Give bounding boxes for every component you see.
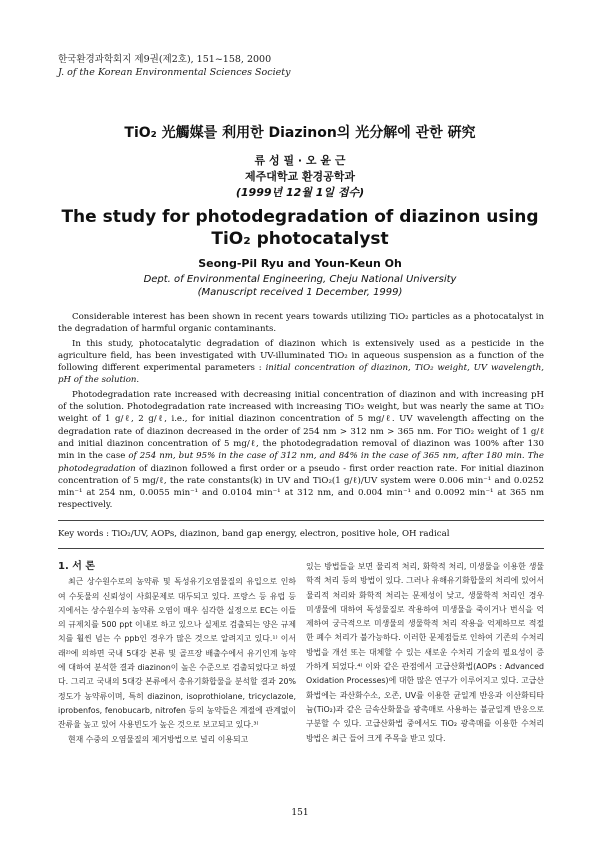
abstract-text: of diazinon followed a first order or a pseudo - first order reaction rate. For initial diazinon concentration of 5 mg/ℓ, the rate constants(k) in UV and TiO₂(1 g/ℓ)/UV system were 0.006 min⁻¹ and 0.0252 min⁻¹ at 254 nm, 0.0055 min⁻¹ and 0.0104 min⁻¹ at 312 nm, and 0.004 min⁻¹ and 0.0092 min⁻¹ at 365 nm respectively. [58, 463, 544, 511]
body-column-left [58, 560, 296, 747]
english-title [0, 206, 600, 250]
abstract-italic-text: initial concentration of diazinon, TiO₂ weight, UV wavelength, pH of the solution. [58, 363, 544, 386]
section-heading: 1. 서 론 [58, 561, 96, 572]
korean-author-block [0, 153, 600, 201]
divider-bottom [58, 548, 544, 549]
abstract-text: Photodegradation rate increased with decreasing initial concentration of diazinon and with increasing pH of the solution. Photodegradation rate increased with increasing TiO₂ weight, but was nearly the same at TiO₂ weight of 1 g/ℓ, 2 g/ℓ, i.e., for initial diazinon concentration of 5 mg/ℓ. UV wavelength affecting on the degradation rate of diazinon decreased in the order of 254 nm > 312 nm > 365 nm. For TiO₂ weight of 1 g/ℓ and initial diazinon concentration of 5 mg/ℓ, the photodegradation removal of diazinon was 100% after 130 min in the case [58, 389, 544, 462]
journal-citation: 한국환경과학회지 제9권(제2호), 151~158, 2000 [58, 54, 272, 65]
keywords: Key words : TiO₂/UV, AOPs, diazinon, band gap energy, electron, positive hole, OH radical [58, 529, 450, 539]
english-affiliation: Dept. of Environmental Engineering, Cheju National University [143, 274, 457, 285]
body-paragraph: 현재 수중의 오염물질의 제거방법으로 널리 이용되고 [68, 734, 249, 744]
korean-received: (1999년 12월 1일 접수) [235, 186, 365, 199]
english-received: (Manuscript received 1 December, 1999) [197, 287, 403, 298]
journal-name: J. of the Korean Environmental Sciences Society [58, 67, 291, 78]
english-title-line1: The study for photodegradation of diazinon using [61, 207, 539, 227]
abstract [58, 311, 544, 514]
abstract-text: In this study, photocatalytic degradation of diazinon which is extensively used as a pesticide in the agriculture field, has been investigated with UV-illuminated TiO₂ in aqueous suspension as a function of the following different experimental parameters : [58, 338, 544, 374]
divider-top [58, 520, 544, 521]
journal-header [58, 53, 290, 79]
korean-authors: 류 성 필 · 오 윤 근 [254, 154, 346, 167]
english-title-line2: TiO₂ photocatalyst [211, 229, 389, 249]
korean-affiliation: 제주대학교 환경공학과 [244, 170, 356, 183]
english-author-block [0, 257, 600, 299]
abstract-paragraph [58, 338, 544, 387]
body-column-right [306, 560, 544, 746]
body-paragraph: 있는 방법들을 보면 물리적 처리, 화학적 처리, 미생물을 이용한 생물학적 처리 등의 방법이 있다. 그러나 유해유기화합물의 처리에 있어서 물리적 처리와 화학적 처리는 문제성이 낮고, 생물학적 처리인 경우 미생물에 대하여 독성물질로 작용하여 미생물을 죽이거나 번식을 억제하여 궁극적으로 미생물의 생물학적 처리 작용을 억제하므로 적절한 폐수 처리가 불가능하다. 이러한 문제점들로 인하여 기존의 수처리 방법을 개선 또는 대체할 수 있는 새로운 수처리 기술의 필요성이 증가하게 되었다.⁴⁾ 이와 같은 관점에서 고급산화법(AOPs : Advanced Oxidation Processes)에 대한 많은 연구가 이루어지고 있다. 고급산화법에는 과산화수소, 오존, UV를 이용한 균일계 반응과 이산화티타늄(TiO₂)과 같은 금속산화물을 광촉매로 사용하는 불균일계 반응으로 구분할 수 있다. 고급산화법 중에서도 TiO₂ 광촉매를 이용한 수처리 방법은 최근 들어 크게 주목을 받고 있다. [306, 562, 544, 743]
abstract-paragraph [58, 389, 544, 512]
abstract-paragraph: Considerable interest has been shown in recent years towards utilizing TiO₂ particles as a photocatalyst in the degradation of harmful organic contaminants. [58, 312, 544, 335]
english-authors: Seong-Pil Ryu and Youn-Keun Oh [198, 257, 402, 270]
abstract-italic-text: of 254 nm, but 95% in the case of 312 nm, and 84% in the case of 365 nm, after 180 min. The photodegradation [58, 451, 544, 474]
page-number: 151 [291, 808, 309, 818]
korean-title: TiO₂ 光觸媒를 利用한 Diazinon의 光分解에 관한 硏究 [124, 125, 476, 141]
body-paragraph: 최근 상수원수로의 농약류 및 독성유기오염물질의 유입으로 인하여 수돗물의 신뢰성이 사회문제로 대두되고 있다. 프랑스 등 유럽 등지에서는 상수원수의 농약류 오염이 매우 심각한 실정으로 EC는 이들의 규제치를 500 ppt 이내로 하고 있으나 실제로 검출되는 양은 규제치를 훨씬 넘는 수 ppb인 경우가 많은 것으로 알려지고 있다.¹⁾ 이서래²⁾에 의하면 국내 5대강 본류 및 골프장 배출수에서 유기인계 농약에 대하여 분석한 결과 diazinon이 높은 수준으로 검출되었다고 하였다. 그리고 국내의 5대강 본류에서 총유기화합물을 분석할 결과 20% 정도가 농약류이며, 특히 diazinon, isoprothiolane, tricyclazole, iprobenfos, fenobucarb, nitrofen 등의 농약들은 계절에 관계없이 잔류율 높고 있어 사용빈도가 높은 것으로 보고되고 있다.³⁾ [58, 577, 296, 730]
